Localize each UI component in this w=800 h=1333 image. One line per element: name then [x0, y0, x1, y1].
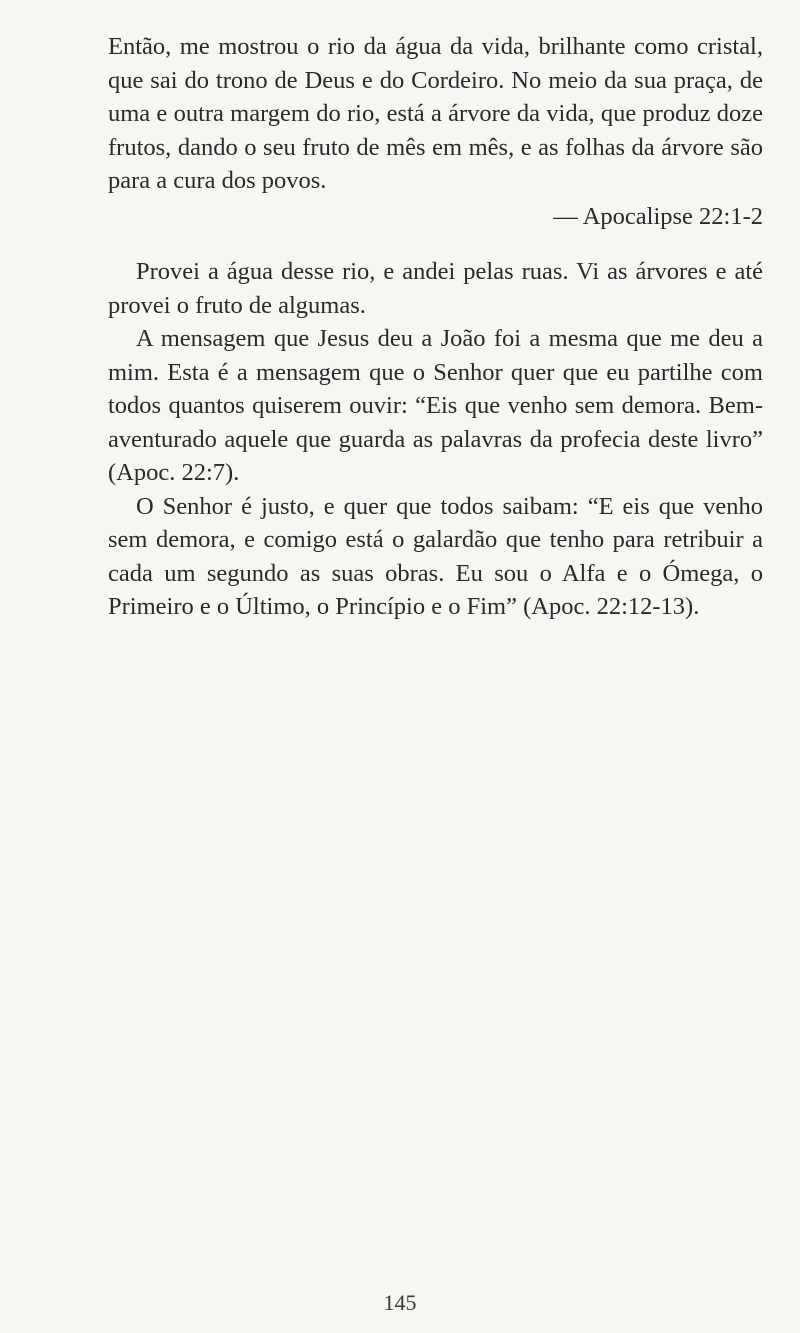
- paragraph-1: Provei a água desse rio, e andei pelas ruas. Vi as árvores e até provei o fruto de algumas.: [108, 258, 763, 319]
- epigraph-quote: Então, me mostrou o rio da água da vida, brilhante como cristal, que sai do trono de Deus e do Cordeiro. No meio da sua praça, de uma e outra margem do rio, está a árvore da vida, que produz doze frutos, dando o seu fruto de mês em mês, e as folhas da árvore são para a cura dos povos.: [108, 33, 763, 194]
- page-number: 145: [383, 1290, 417, 1315]
- epigraph: [108, 30, 763, 233]
- epigraph-citation: — Apocalipse 22:1-2: [553, 202, 763, 230]
- body-text: [108, 255, 763, 624]
- paragraph-2: A mensagem que Jesus deu a João foi a mesma que me deu a mim. Esta é a mensagem que o Senhor quer que eu partilhe com todos quantos quiserem ouvir: “Eis que venho sem demora. Bem-aventurado aquele que guarda as palavras da profecia deste livro” (Apoc. 22:7).: [108, 325, 763, 486]
- paragraph-3: O Senhor é justo, e quer que todos saibam: “E eis que venho sem demora, e comigo está o galardão que tenho para retribuir a cada um segundo as suas obras. Eu sou o Alfa e o Ómega, o Primeiro e o Último, o Princípio e o Fim” (Apoc. 22:12-13).: [108, 492, 763, 620]
